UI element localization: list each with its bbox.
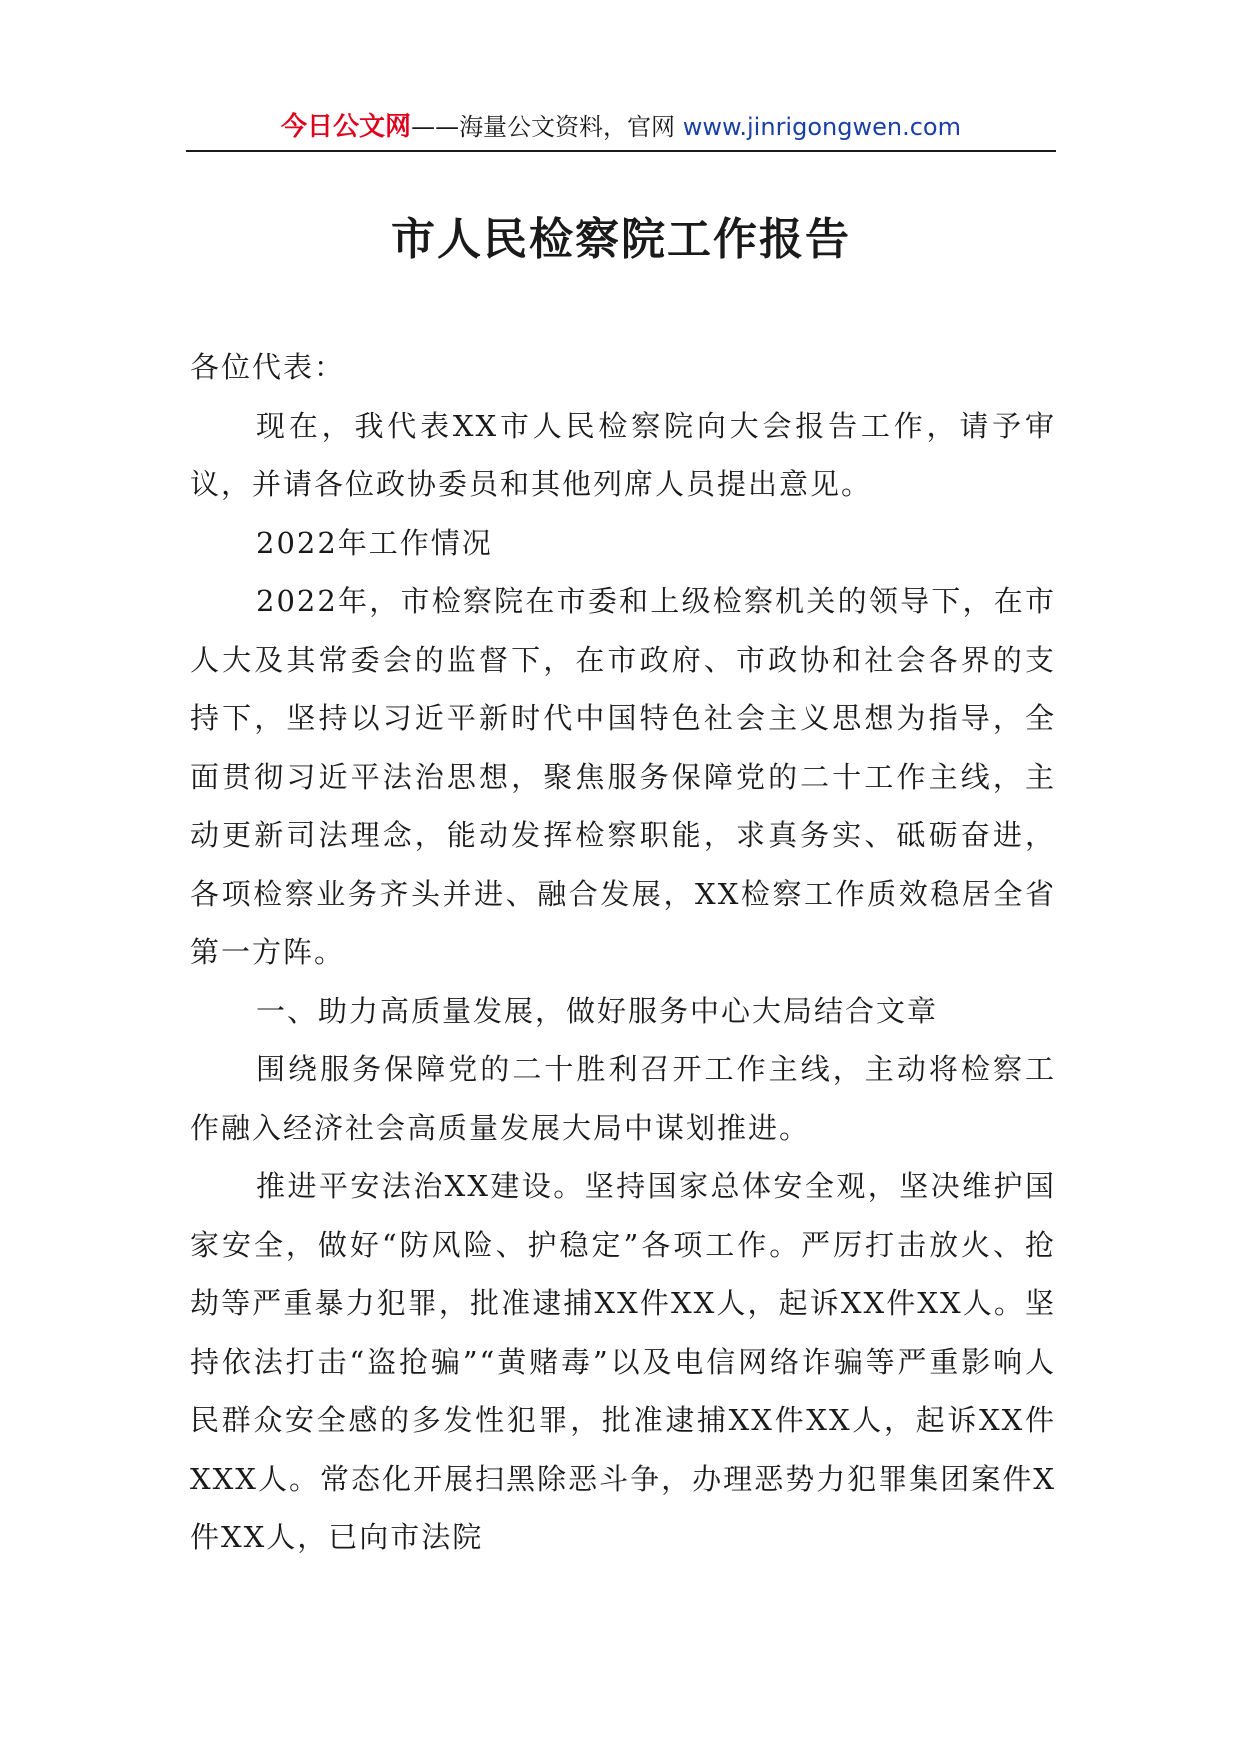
page-header [186,104,1056,150]
header-divider [186,150,1056,152]
section-heading-1: 一、助力高质量发展，做好服务中心大局结合文章 [256,993,939,1028]
paragraph-safety: 推进平安法治XX建设。坚持国家总体安全观，坚决维护国家安全，做好“防风险、护稳定”各项工作。严厉打击放火、抢劫等严重暴力犯罪，批准逮捕XX件XX人，起诉XX件XX人。坚持依法打击“盗抢骗”“黄赌毒”以及电信网络诈骗等严重影响人民群众安全感的多发性犯罪，批准逮捕XX件XX人，起诉XX件XXX人。常态化开展扫黑除恶斗争，办理恶势力犯罪集团案件X件XX人，已向市法院 [190,1169,1056,1554]
website-link[interactable]: www.jinrigongwen.com [682,113,961,141]
paragraph-overview: 2022年，市检察院在市委和上级检察机关的领导下，在市人大及其常委会的监督下，在市政府、市政协和社会各界的支持下，坚持以习近平新时代中国特色社会主义思想为指导，全面贯彻习近平法治思想，聚焦服务保障党的二十工作主线，主动更新司法理念，能动发挥检察职能，求真务实、砥砺奋进，各项检察业务齐头并进、融合发展，XX检察工作质效稳居全省第一方阵。 [190,584,1056,969]
header-tagline: ——海量公文资料，官网 [411,113,683,141]
paragraph-intro: 现在，我代表XX市人民检察院向大会报告工作，请予审议，并请各位政协委员和其他列席人员提出意见。 [190,408,1056,501]
paragraph-section-1-intro: 围绕服务保障党的二十胜利召开工作主线，主动将检察工作融入经济社会高质量发展大局中谋划推进。 [190,1052,1056,1145]
brand-logo-text: 今日公文网 [281,112,412,142]
section-heading-2022: 2022年工作情况 [256,525,493,560]
document-title: 市人民检察院工作报告 [391,214,851,265]
salutation: 各位代表： [190,350,346,384]
document-body [190,338,1056,1567]
